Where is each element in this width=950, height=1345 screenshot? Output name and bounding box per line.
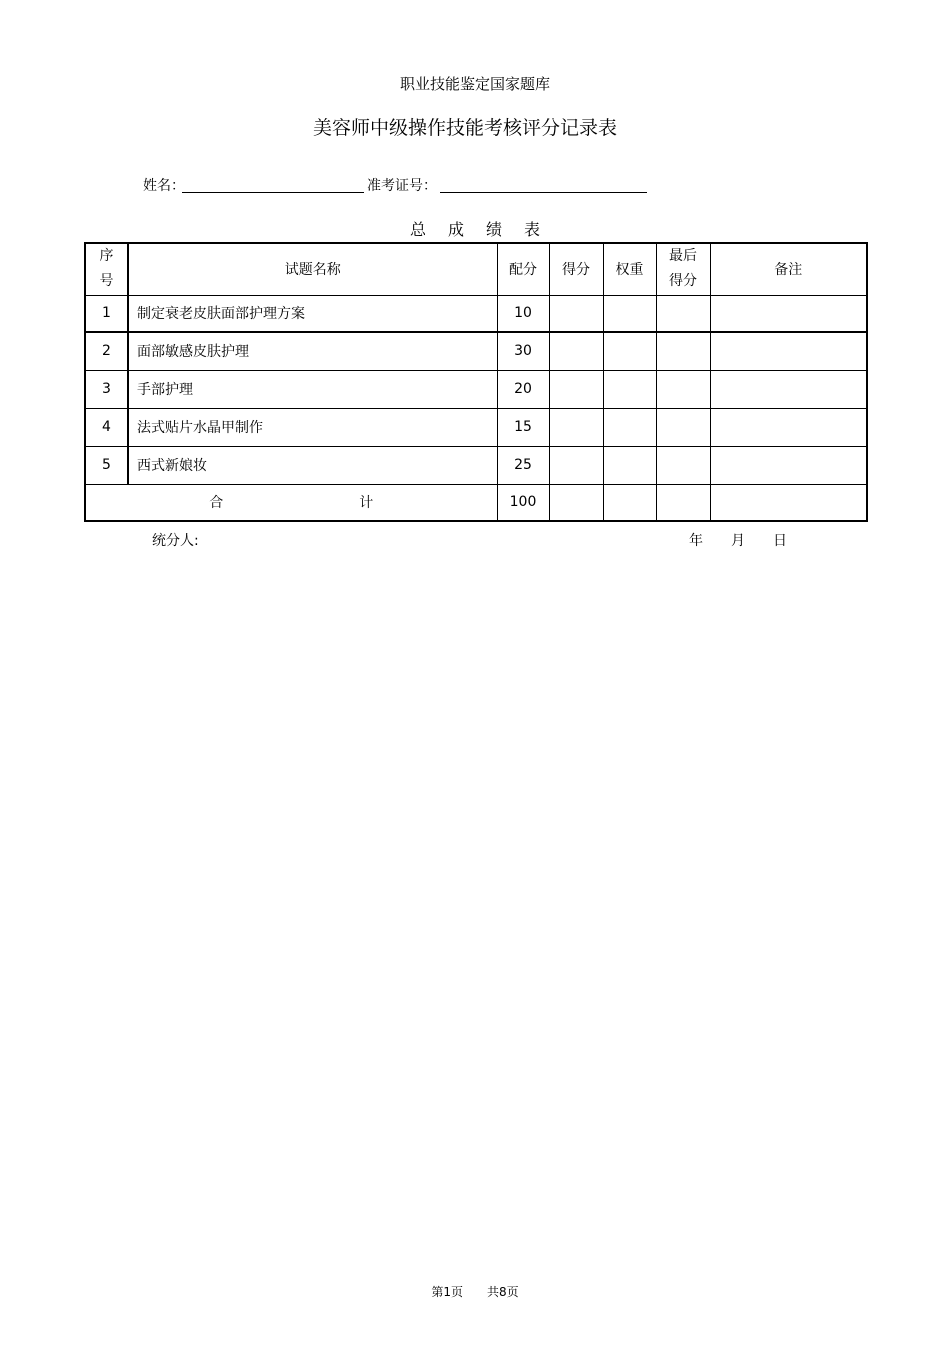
- caption-char: 总: [409, 220, 426, 239]
- row-final-cell[interactable]: [656, 295, 710, 332]
- table-caption: [0, 217, 950, 240]
- scorer-label: 统分人:: [152, 533, 199, 549]
- row-points: 10: [497, 295, 549, 332]
- total-final-cell[interactable]: [656, 484, 710, 521]
- total-score-cell[interactable]: [549, 484, 603, 521]
- table-row: [85, 446, 867, 484]
- row-score-cell[interactable]: [549, 332, 603, 370]
- row-weight-cell[interactable]: [603, 446, 656, 484]
- row-item: 西式新娘妆: [128, 446, 497, 484]
- caption-char: 成: [447, 220, 464, 239]
- score-table: [84, 242, 868, 522]
- row-weight-cell[interactable]: [603, 332, 656, 370]
- total-remarks-cell[interactable]: [710, 484, 867, 521]
- caption-char: 表: [524, 220, 541, 239]
- exam-id-field[interactable]: [440, 176, 647, 193]
- day-label: 日: [773, 533, 787, 549]
- total-weight-cell[interactable]: [603, 484, 656, 521]
- row-weight-cell[interactable]: [603, 370, 656, 408]
- table-row: [85, 370, 867, 408]
- row-remarks-cell[interactable]: [710, 408, 867, 446]
- name-field[interactable]: [182, 176, 364, 193]
- row-seq: 5: [85, 446, 128, 484]
- header-final-line2: 得分: [669, 273, 697, 290]
- row-seq: 3: [85, 370, 128, 408]
- row-seq: 4: [85, 408, 128, 446]
- row-weight-cell[interactable]: [603, 295, 656, 332]
- header-item: 试题名称: [128, 243, 497, 295]
- row-final-cell[interactable]: [656, 332, 710, 370]
- row-seq: 2: [85, 332, 128, 370]
- caption-char: 绩: [486, 220, 503, 239]
- header-final-line1: 最后: [669, 248, 697, 265]
- row-final-cell[interactable]: [656, 370, 710, 408]
- page-footer: [0, 1283, 950, 1300]
- row-score-cell[interactable]: [549, 408, 603, 446]
- row-seq: 1: [85, 295, 128, 332]
- header-weight: 权重: [603, 243, 656, 295]
- row-item: 制定衰老皮肤面部护理方案: [128, 295, 497, 332]
- row-final-cell[interactable]: [656, 408, 710, 446]
- month-label: 月: [731, 533, 745, 549]
- header-points: 配分: [497, 243, 549, 295]
- row-remarks-cell[interactable]: [710, 370, 867, 408]
- page-current: 第1页: [431, 1285, 463, 1299]
- row-score-cell[interactable]: [549, 446, 603, 484]
- table-header-row: [85, 243, 867, 295]
- header-score: 得分: [549, 243, 603, 295]
- page-title: 美容师中级操作技能考核评分记录表: [312, 117, 617, 139]
- row-points: 20: [497, 370, 549, 408]
- year-label: 年: [689, 533, 703, 549]
- table-row: [85, 408, 867, 446]
- total-label-a: 合: [209, 495, 224, 512]
- row-weight-cell[interactable]: [603, 408, 656, 446]
- header-seq-line2: 号: [99, 273, 114, 290]
- header-seq: [85, 243, 128, 295]
- page-total: 共8页: [487, 1285, 519, 1299]
- exam-id-label: 准考证号：: [367, 178, 437, 194]
- row-item: 面部敏感皮肤护理: [128, 332, 497, 370]
- row-score-cell[interactable]: [549, 370, 603, 408]
- row-final-cell[interactable]: [656, 446, 710, 484]
- table-row: [85, 295, 867, 332]
- row-item: 手部护理: [128, 370, 497, 408]
- header-final: [656, 243, 710, 295]
- row-remarks-cell[interactable]: [710, 295, 867, 332]
- row-points: 30: [497, 332, 549, 370]
- total-label: [85, 484, 497, 521]
- table-row: [85, 332, 867, 370]
- row-points: 25: [497, 446, 549, 484]
- header-org: 职业技能鉴定国家题库: [399, 75, 550, 93]
- name-label: 姓名：: [143, 178, 185, 194]
- header-seq-line1: 序: [99, 248, 114, 265]
- row-remarks-cell[interactable]: [710, 332, 867, 370]
- row-item: 法式贴片水晶甲制作: [128, 408, 497, 446]
- header-remarks: 备注: [710, 243, 867, 295]
- row-points: 15: [497, 408, 549, 446]
- total-label-b: 计: [359, 495, 374, 512]
- row-remarks-cell[interactable]: [710, 446, 867, 484]
- table-total-row: [85, 484, 867, 521]
- row-score-cell[interactable]: [549, 295, 603, 332]
- total-points: 100: [497, 484, 549, 521]
